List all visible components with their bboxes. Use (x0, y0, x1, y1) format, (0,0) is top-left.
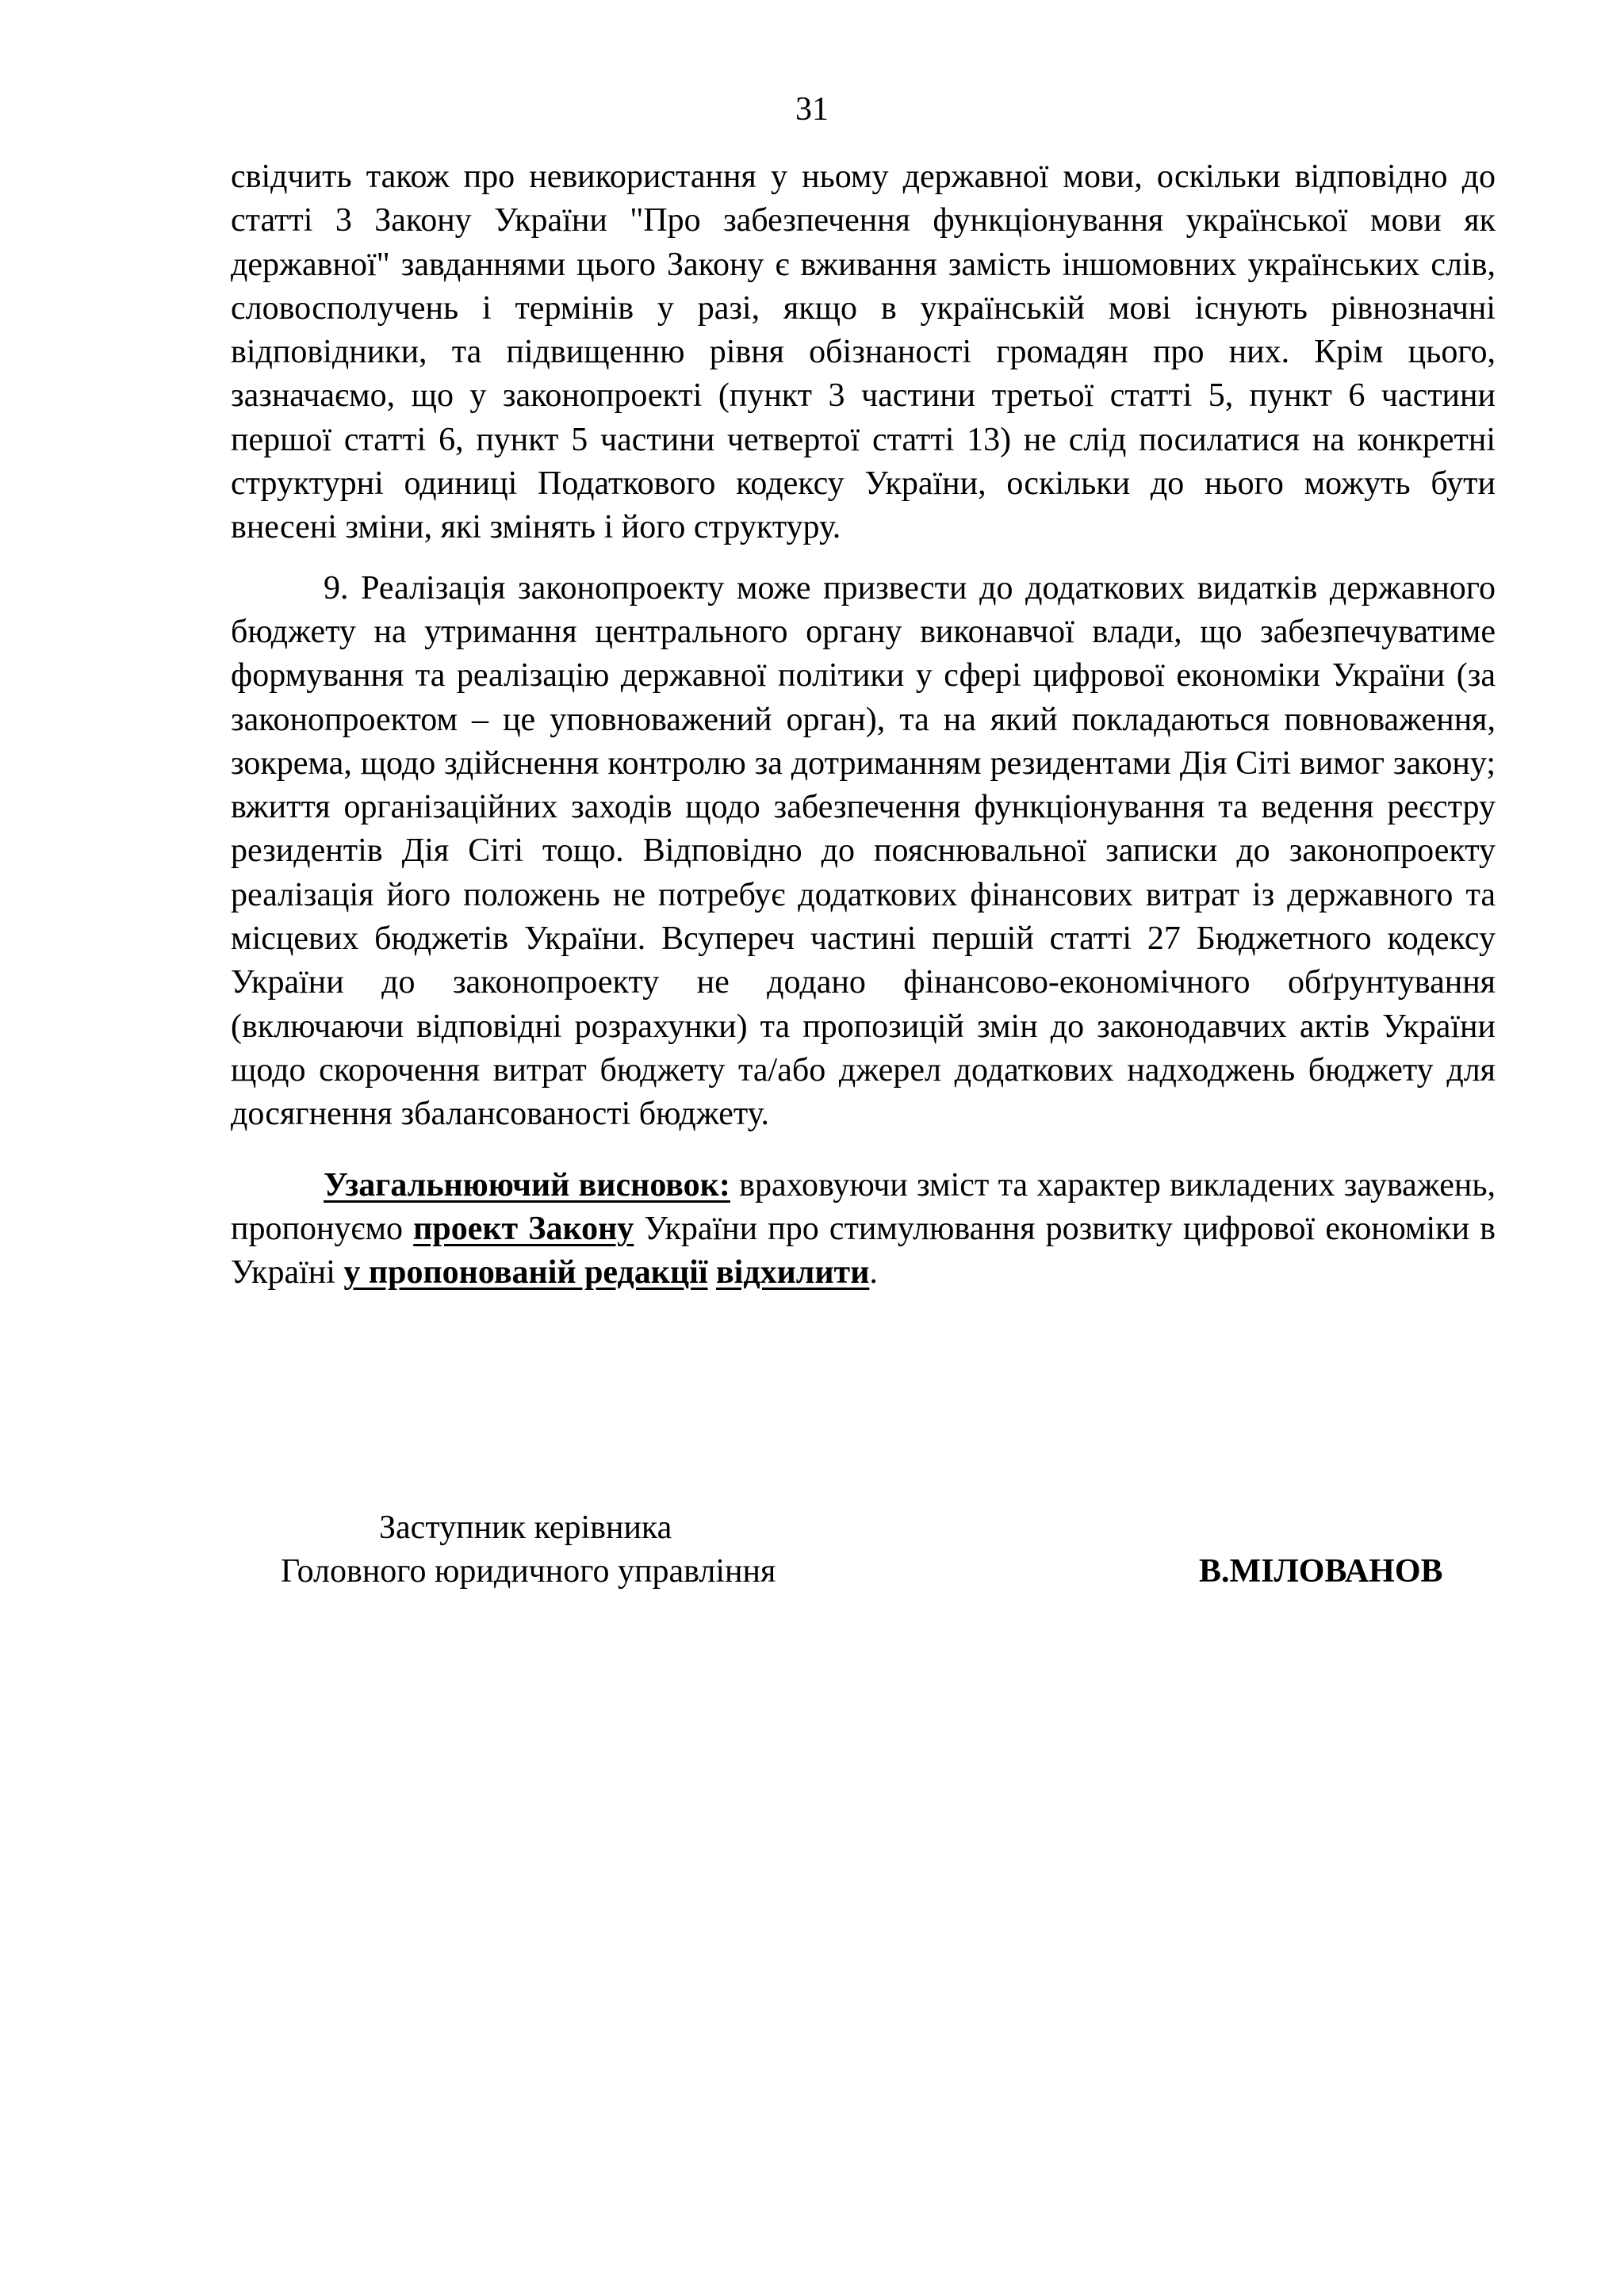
document-body (231, 155, 1496, 1295)
page-number: 31 (795, 91, 829, 128)
signature-position-line-2: Головного юридичного управління (281, 1553, 776, 1590)
signature-position-line-1: Заступник керівника (379, 1510, 672, 1546)
conclusion-text-2: України про стимулювання розвитку цифрової економіки в Україні (231, 1210, 1496, 1292)
paragraph-item-9: 9. Реалізація законопроекту може призвести до додаткових видатків державного бюджету на утримання центрального органу виконавчої влади, що забезпечуватиме формування та реалізацію державної політики у сфері цифрової економіки України (за законопроектом – це уповноважений орган), та на який покладаються повноваження, зокрема, щодо здійснення контролю за дотриманням резидентами Дія Сіті вимог закону; вжиття організаційних заходів щодо забезпечення функціонування та ведення реєстру резидентів Дія Сіті тощо. Відповідно до пояснювальної записки до законопроекту реалізація його положень не потребує додаткових фінансових витрат із державного та місцевих бюджетів України. Всупереч частині першій статті 27 Бюджетного кодексу України до законопроекту не додано фінансово-економічного обґрунтування (включаючи відповідні розрахунки) та пропозицій змін до законодавчих актів України щодо скорочення витрат бюджету та/або джерел додаткових надходжень бюджету для досягнення збалансованості бюджету. (231, 569, 1496, 1133)
conclusion-bold-3: відхилити (716, 1254, 870, 1292)
conclusion-paragraph (231, 1164, 1496, 1295)
conclusion-text-3 (708, 1254, 717, 1291)
signature-name: В.МІЛОВАНОВ (1199, 1553, 1443, 1590)
conclusion-text-1: враховуючи зміст та характер викладених зауважень, пропонуємо (231, 1166, 1496, 1247)
paragraph-continuation: свідчить також про невикористання у ньому державної мови, оскільки відповідно до статті 3 Закону України "Про забезпечення функціонування української мови як державної" завданнями цього Закону є вживання замість іншомовних українських слів, словосполучень і термінів у разі, якщо в українській мові існують рівнозначні відповідники, та підвищенню рівня обізнаності громадян про них. Крім цього, зазначаємо, що у законопроекті (пункт 3 частини третьої статті 5, пункт 6 частини першої статті 6, пункт 5 частини четвертої статті 13) не слід посилатися на конкретні структурні одиниці Податкового кодексу України, оскільки до нього можуть бути внесені зміни, які змінять і його структуру. (231, 159, 1496, 546)
conclusion-bold-2: у пропонованій редакції (343, 1254, 708, 1292)
conclusion-label: Узагальнюючий висновок: (324, 1166, 730, 1203)
conclusion-text-4: . (869, 1254, 878, 1292)
conclusion-bold-1: проект Закону (413, 1210, 634, 1247)
